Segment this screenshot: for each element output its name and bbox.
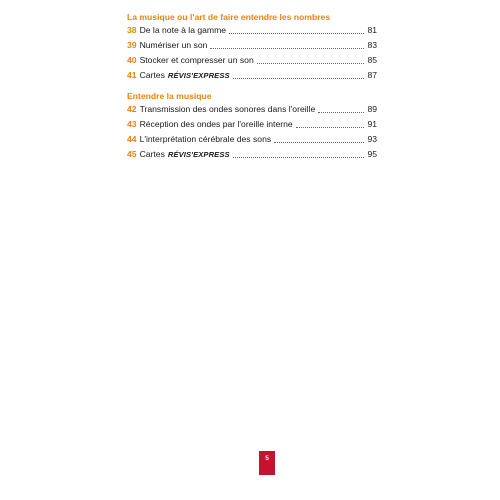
entry-page: 87 bbox=[367, 70, 377, 80]
entry-number: 45 bbox=[127, 149, 137, 159]
entry-label: Cartes bbox=[139, 70, 165, 80]
toc-entry[interactable] bbox=[127, 117, 377, 132]
entry-page: 85 bbox=[367, 55, 377, 65]
section-title: Entendre la musique bbox=[127, 91, 212, 101]
dot-leader bbox=[233, 157, 365, 158]
entry-number: 42 bbox=[127, 104, 137, 114]
entry-page: 91 bbox=[367, 119, 377, 129]
toc-entry[interactable] bbox=[127, 102, 377, 117]
entry-page: 95 bbox=[367, 149, 377, 159]
entry-number: 38 bbox=[127, 25, 137, 35]
entry-label: Cartes bbox=[139, 149, 165, 159]
dot-leader bbox=[257, 63, 365, 64]
page-number: 5 bbox=[265, 455, 269, 462]
dot-leader bbox=[296, 127, 365, 128]
page-number-badge bbox=[259, 451, 275, 475]
entry-label: Stocker et compresser un son bbox=[139, 55, 254, 65]
dot-leader bbox=[229, 33, 364, 34]
dot-leader bbox=[318, 112, 364, 113]
entry-page: 89 bbox=[367, 104, 377, 114]
section-title: La musique ou l'art de faire entendre les nombres bbox=[127, 12, 331, 22]
entry-page: 93 bbox=[367, 134, 377, 144]
entry-number: 41 bbox=[127, 70, 137, 80]
revis-express-brand: RÉVIS'EXPRESS bbox=[167, 71, 230, 80]
toc-entry[interactable] bbox=[127, 147, 377, 162]
toc-entry[interactable] bbox=[127, 23, 377, 38]
toc-section-1 bbox=[127, 11, 377, 83]
table-of-contents bbox=[127, 11, 377, 169]
toc-section-2 bbox=[127, 90, 377, 162]
toc-entry[interactable] bbox=[127, 132, 377, 147]
entry-label: De la note à la gamme bbox=[139, 25, 227, 35]
entry-number: 44 bbox=[127, 134, 137, 144]
dot-leader bbox=[210, 48, 364, 49]
entry-label: Réception des ondes par l'oreille interne bbox=[139, 119, 293, 129]
entry-label: Numériser un son bbox=[139, 40, 208, 50]
entry-number: 43 bbox=[127, 119, 137, 129]
toc-entry[interactable] bbox=[127, 38, 377, 53]
dot-leader bbox=[233, 78, 365, 79]
entry-label: Transmission des ondes sonores dans l'oreille bbox=[139, 104, 316, 114]
entry-page: 83 bbox=[367, 40, 377, 50]
dot-leader bbox=[274, 142, 364, 143]
toc-entry[interactable] bbox=[127, 53, 377, 68]
entry-number: 40 bbox=[127, 55, 137, 65]
revis-express-brand: RÉVIS'EXPRESS bbox=[167, 150, 230, 159]
entry-number: 39 bbox=[127, 40, 137, 50]
toc-entry[interactable] bbox=[127, 68, 377, 83]
entry-page: 81 bbox=[367, 25, 377, 35]
entry-label: L'interprétation cérébrale des sons bbox=[139, 134, 272, 144]
